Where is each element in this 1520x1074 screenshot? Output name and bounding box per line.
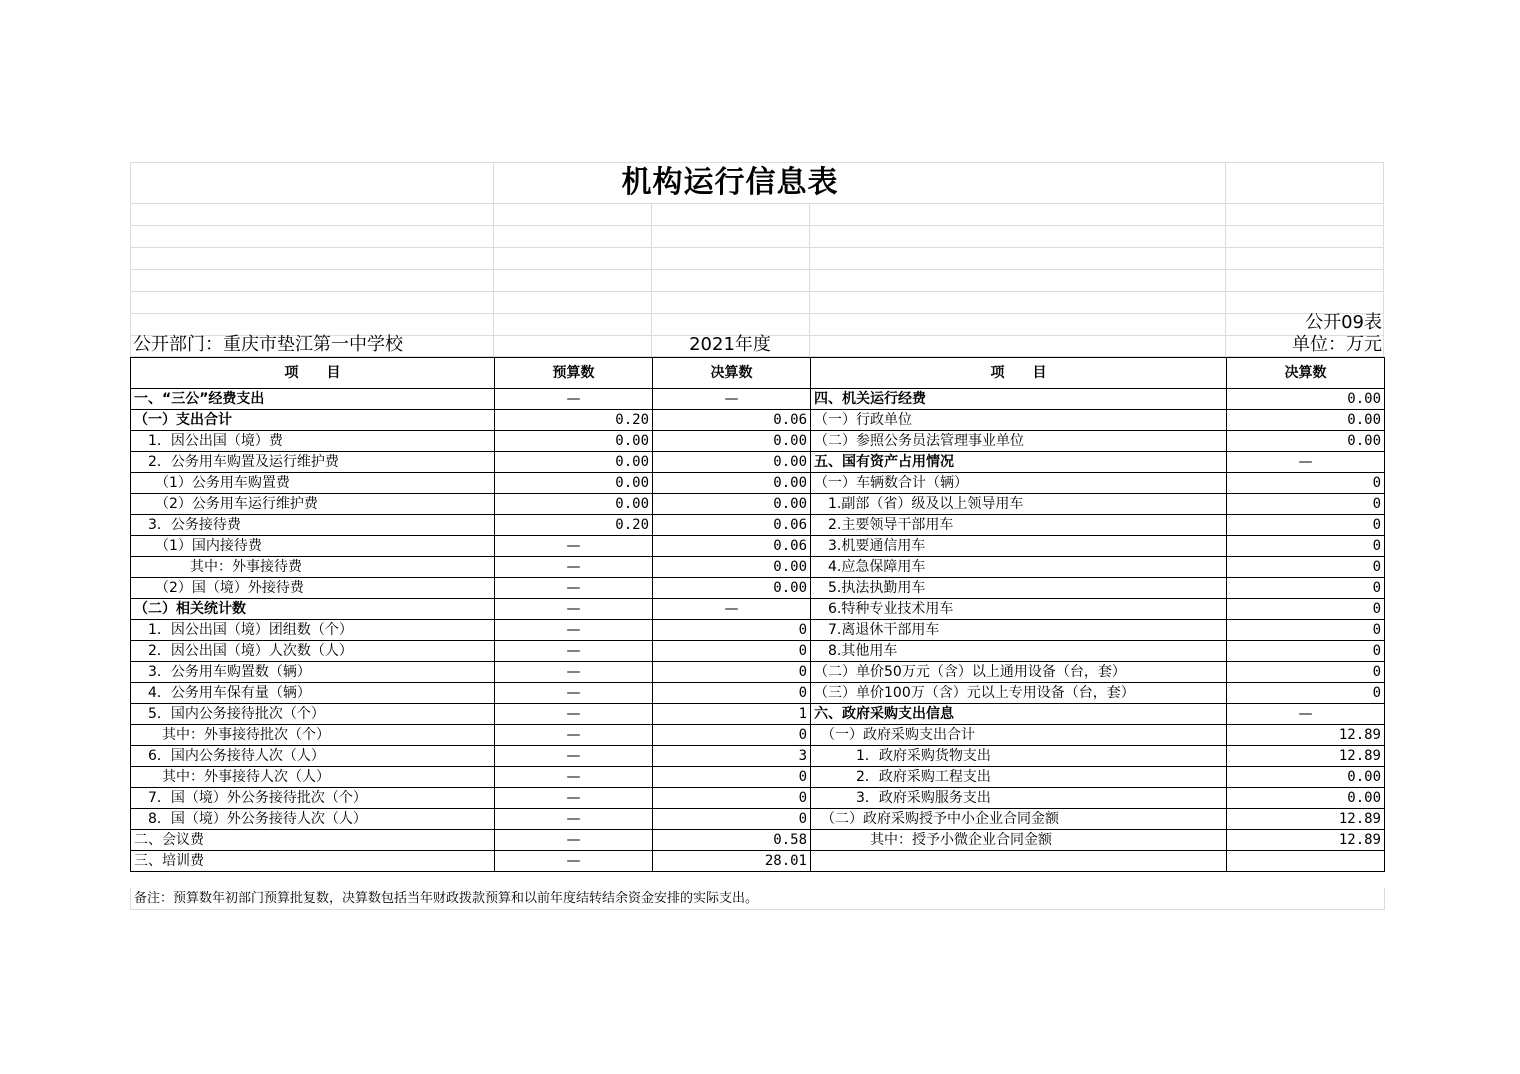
grid-cell [652,204,810,226]
grid-cell [494,248,652,270]
row-final-left: 0 [653,767,811,788]
row-item-right: （一）政府采购支出合计 [811,725,1227,746]
row-final-left: 0.00 [653,578,811,599]
row-item-right: （一）行政单位 [811,410,1227,431]
row-final-left: 0 [653,788,811,809]
department-label: 公开部门：重庆市垫江第一中学校 [133,334,403,355]
row-item-left: （2）公务用车运行维护费 [131,494,495,515]
row-item-left: 7．国（境）外公务接待批次（个） [131,788,495,809]
table-number: 公开09表 [1305,312,1382,333]
row-item-left: （1）国内接待费 [131,536,495,557]
row-final-right: 0.00 [1227,410,1385,431]
row-item-right: 6.特种专业技术用车 [811,599,1227,620]
row-budget: — [495,683,653,704]
row-budget: — [495,830,653,851]
row-budget: — [495,704,653,725]
row-final-right: 0 [1227,536,1385,557]
table-row [131,620,1385,641]
row-budget: — [495,746,653,767]
row-budget: 0.20 [495,515,653,536]
row-item-right: 3.机要通信用车 [811,536,1227,557]
row-budget: 0.00 [495,473,653,494]
row-final-left: 0 [653,662,811,683]
row-item-right: （二）政府采购授予中小企业合同金额 [811,809,1227,830]
row-budget: — [495,536,653,557]
row-item-right: 2．政府采购工程支出 [811,767,1227,788]
row-final-left: 0 [653,809,811,830]
row-final-left: 0.00 [653,557,811,578]
row-budget: 0.20 [495,410,653,431]
row-final-left: 3 [653,746,811,767]
row-item-right: 4.应急保障用车 [811,557,1227,578]
col-header-final-right: 决算数 [1227,358,1385,389]
row-final-right: 0 [1227,683,1385,704]
row-final-right: 12.89 [1227,746,1385,767]
row-budget: — [495,767,653,788]
grid-cell [810,226,1226,248]
row-item-left: （1）公务用车购置费 [131,473,495,494]
row-final-left: 0.58 [653,830,811,851]
row-budget: — [495,809,653,830]
row-final-left: 28.01 [653,851,811,872]
row-item-right: 2.主要领导干部用车 [811,515,1227,536]
row-item-left: 其中：外事接待费 [131,557,495,578]
info-table [130,357,1385,872]
row-item-left: 1．因公出国（境）团组数（个） [131,620,495,641]
row-budget: — [495,599,653,620]
row-final-right: 0 [1227,599,1385,620]
row-item-left: 8．国（境）外公务接待人次（人） [131,809,495,830]
table-row [131,683,1385,704]
row-item-left: 2．公务用车购置及运行维护费 [131,452,495,473]
row-item-right: （二）参照公务员法管理事业单位 [811,431,1227,452]
row-budget: — [495,578,653,599]
row-item-right: 5.执法执勤用车 [811,578,1227,599]
row-final-left: 0.06 [653,536,811,557]
grid-cell [130,314,494,336]
row-item-left: 1．因公出国（境）费 [131,431,495,452]
row-budget: — [495,725,653,746]
row-item-right: （一）车辆数合计（辆） [811,473,1227,494]
fiscal-year: 2021年度 [689,334,771,355]
grid-cell [130,226,494,248]
table-row [131,788,1385,809]
row-item-right: （二）单价50万元（含）以上通用设备（台，套） [811,662,1227,683]
table-row [131,725,1385,746]
table-row [131,536,1385,557]
table-row [131,389,1385,410]
row-item-left: （二）相关统计数 [131,599,495,620]
row-item-right: 1．政府采购货物支出 [811,746,1227,767]
spreadsheet [130,162,1385,912]
grid-cell [652,270,810,292]
grid-cell [130,292,494,314]
row-item-right: 7.离退休干部用车 [811,620,1227,641]
row-item-left: 三、培训费 [131,851,495,872]
row-final-left: 0.00 [653,473,811,494]
row-budget: — [495,662,653,683]
table-row [131,809,1385,830]
grid-cell [494,226,652,248]
table-row [131,578,1385,599]
row-final-left: 0 [653,641,811,662]
row-item-left: 2．因公出国（境）人次数（人） [131,641,495,662]
row-final-right: 0.00 [1227,788,1385,809]
grid-cell [494,336,652,357]
row-budget: — [495,557,653,578]
grid-cell [810,314,1226,336]
row-item-right: 五、国有资产占用情况 [811,452,1227,473]
table-row [131,767,1385,788]
row-item-right: 六、政府采购支出信息 [811,704,1227,725]
table-row [131,410,1385,431]
table-row [131,830,1385,851]
table-row [131,431,1385,452]
row-final-right: 0.00 [1227,389,1385,410]
row-budget: — [495,620,653,641]
row-item-left: 3．公务接待费 [131,515,495,536]
col-header-item-left: 项 目 [131,358,495,389]
row-final-left: 0 [653,725,811,746]
row-final-right: — [1227,452,1385,473]
row-final-right: 0 [1227,662,1385,683]
table-header-row [131,358,1385,389]
row-item-right: （三）单价100万（含）元以上专用设备（台，套） [811,683,1227,704]
row-budget: — [495,389,653,410]
row-final-left: 0.00 [653,431,811,452]
footnote: 备注：预算数年初部门预算批复数，决算数包括当年财政拨款预算和以前年度结转结余资金安排的实际支出。 [130,888,1385,910]
row-item-left: 其中：外事接待批次（个） [131,725,495,746]
table-row [131,662,1385,683]
row-final-right: 0 [1227,473,1385,494]
grid-cell [1226,204,1384,226]
table-row [131,473,1385,494]
row-item-right: 其中：授予小微企业合同金额 [811,830,1227,851]
grid-cell [652,314,810,336]
row-item-left: （2）国（境）外接待费 [131,578,495,599]
row-final-right: 0.00 [1227,767,1385,788]
row-item-right: 8.其他用车 [811,641,1227,662]
grid-cell [810,292,1226,314]
grid-cell [810,248,1226,270]
row-item-right [811,851,1227,872]
row-budget: 0.00 [495,494,653,515]
table-row [131,704,1385,725]
table-row [131,452,1385,473]
row-final-left: — [653,599,811,620]
row-final-right: 0 [1227,641,1385,662]
grid-cell [494,314,652,336]
grid-cell [130,204,494,226]
page-title: 机构运行信息表 [621,165,839,200]
row-final-right: — [1227,704,1385,725]
row-final-right: 12.89 [1227,809,1385,830]
grid-cell [810,204,1226,226]
row-item-left: 二、会议费 [131,830,495,851]
table-row [131,599,1385,620]
grid-cell [810,336,1226,357]
row-item-right: 3．政府采购服务支出 [811,788,1227,809]
row-item-left: 3．公务用车购置数（辆） [131,662,495,683]
row-budget: 0.00 [495,431,653,452]
col-header-budget: 预算数 [495,358,653,389]
grid-cell [652,226,810,248]
row-item-right: 1.副部（省）级及以上领导用车 [811,494,1227,515]
grid-cell [130,270,494,292]
row-final-right [1227,851,1385,872]
table-row [131,641,1385,662]
row-final-right: 12.89 [1227,830,1385,851]
col-header-final-left: 决算数 [653,358,811,389]
table-row [131,515,1385,536]
row-item-left: 其中：外事接待人次（人） [131,767,495,788]
row-final-right: 0.00 [1227,431,1385,452]
table-row [131,494,1385,515]
row-final-right: 0 [1227,557,1385,578]
row-item-left: 6．国内公务接待人次（人） [131,746,495,767]
row-final-left: 0.00 [653,494,811,515]
row-budget: — [495,641,653,662]
table-row [131,746,1385,767]
row-budget: 0.00 [495,452,653,473]
grid-cell [1226,226,1384,248]
table-row [131,851,1385,872]
row-final-right: 12.89 [1227,725,1385,746]
row-item-right: 四、机关运行经费 [811,389,1227,410]
row-final-right: 0 [1227,494,1385,515]
grid-cell [652,248,810,270]
row-final-left: 0.00 [653,452,811,473]
grid-cell [494,270,652,292]
table-row [131,557,1385,578]
row-item-left: 一、“三公”经费支出 [131,389,495,410]
grid-cell [494,292,652,314]
row-item-left: 5．国内公务接待批次（个） [131,704,495,725]
col-header-item-right: 项 目 [811,358,1227,389]
row-final-left: 0 [653,620,811,641]
row-item-left: 4．公务用车保有量（辆） [131,683,495,704]
row-final-left: 0.06 [653,515,811,536]
grid-cell [652,292,810,314]
grid-cell [1226,270,1384,292]
row-final-left: 1 [653,704,811,725]
row-final-right: 0 [1227,578,1385,599]
row-item-left: （一）支出合计 [131,410,495,431]
grid-cell [1226,292,1384,314]
row-budget: — [495,851,653,872]
grid-cell [1226,248,1384,270]
row-final-right: 0 [1227,620,1385,641]
unit-label: 单位：万元 [1292,334,1382,355]
row-budget: — [495,788,653,809]
row-final-right: 0 [1227,515,1385,536]
grid-cell [130,248,494,270]
row-final-left: 0 [653,683,811,704]
row-final-left: 0.06 [653,410,811,431]
row-final-left: — [653,389,811,410]
grid-cell [494,204,652,226]
grid-cell [810,270,1226,292]
